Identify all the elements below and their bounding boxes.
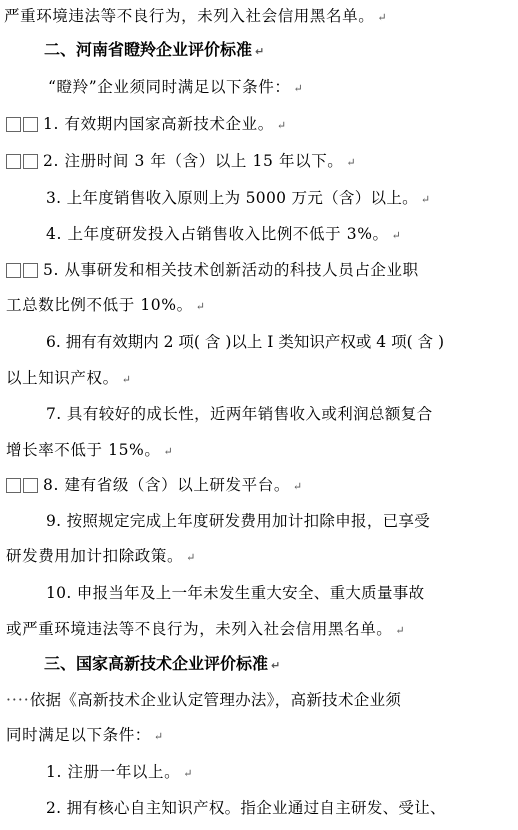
paragraph-mark-icon: ↵ bbox=[255, 45, 265, 58]
paragraph-mark-icon: ↵ bbox=[293, 82, 304, 95]
list-item: 3. 上年度销售收入原则上为 5000 万元（含）以上。 ↵ bbox=[46, 189, 431, 207]
text-line: 以上知识产权。 ↵ bbox=[6, 369, 132, 387]
checkbox-placeholder-icon bbox=[6, 154, 40, 174]
section-heading: 二、河南省瞪羚企业评价标准 ↵ bbox=[44, 40, 265, 59]
paragraph-mark-icon: ↵ bbox=[153, 730, 164, 743]
text-line: ····依据《高新技术企业认定管理办法》，高新技术企业须 bbox=[6, 691, 402, 709]
paragraph-mark-icon: ↵ bbox=[186, 551, 196, 564]
list-item: 8. 建有省级（含）以上研发平台。 ↵ bbox=[6, 475, 303, 498]
text-line: 工总数比例不低于 10%。 ↵ bbox=[6, 296, 206, 314]
paragraph-mark-icon: ↵ bbox=[121, 373, 132, 386]
list-item: 10. 申报当年及上一年未发生重大安全、重大质量事故 bbox=[46, 584, 425, 602]
section-heading: 三、国家高新技术企业评价标准 ↵ bbox=[44, 654, 281, 673]
list-item: 2. 拥有核心自主知识产权。指企业通过自主研发、受让、 bbox=[46, 799, 446, 817]
paragraph-mark-icon: ↵ bbox=[292, 480, 303, 493]
paragraph-mark-icon: ↵ bbox=[395, 624, 406, 637]
text-line: 严重环境违法等不良行为，未列入社会信用黑名单。 ↵ bbox=[4, 7, 388, 25]
text-line: 增长率不低于 15%。 ↵ bbox=[6, 441, 174, 459]
text-line: 同时满足以下条件： ↵ bbox=[6, 726, 164, 744]
paragraph-mark-icon: ↵ bbox=[377, 11, 388, 24]
checkbox-placeholder-icon bbox=[6, 117, 40, 137]
paragraph-mark-icon: ↵ bbox=[195, 300, 206, 313]
list-item: 2. 注册时间 3 年（含）以上 15 年以下。 ↵ bbox=[6, 151, 356, 174]
list-item: 9. 按照规定完成上年度研发费用加计扣除申报，已享受 bbox=[46, 512, 431, 530]
list-item: 1. 有效期内国家高新技术企业。 ↵ bbox=[6, 114, 287, 137]
list-item: 5. 从事研发和相关技术创新活动的科技人员占企业职 bbox=[6, 260, 419, 283]
text-line: 或严重环境违法等不良行为，未列入社会信用黑名单。 ↵ bbox=[6, 620, 406, 638]
paragraph-mark-icon: ↵ bbox=[163, 445, 174, 458]
list-item: 6. 拥有有效期内 2 项( 含 )以上 I 类知识产权或 4 项( 含 ) bbox=[46, 333, 445, 351]
paragraph-mark-icon: ↵ bbox=[183, 767, 194, 780]
indent-dots-icon: ···· bbox=[6, 691, 30, 709]
paragraph-mark-icon: ↵ bbox=[271, 659, 281, 672]
list-item: 7. 具有较好的成长性，近两年销售收入或利润总额复合 bbox=[46, 405, 433, 423]
paragraph-mark-icon: ↵ bbox=[391, 229, 402, 242]
paragraph-mark-icon: ↵ bbox=[420, 193, 431, 206]
paragraph-mark-icon: ↵ bbox=[276, 119, 287, 132]
checkbox-placeholder-icon bbox=[6, 263, 40, 283]
text-line: “瞪羚”企业须同时满足以下条件： ↵ bbox=[48, 78, 304, 96]
list-item: 4. 上年度研发投入占销售收入比例不低于 3%。 ↵ bbox=[46, 225, 402, 243]
paragraph-mark-icon: ↵ bbox=[346, 156, 357, 169]
list-item: 1. 注册一年以上。 ↵ bbox=[46, 763, 194, 781]
checkbox-placeholder-icon bbox=[6, 478, 40, 498]
text-line: 研发费用加计扣除政策。 ↵ bbox=[6, 547, 196, 565]
